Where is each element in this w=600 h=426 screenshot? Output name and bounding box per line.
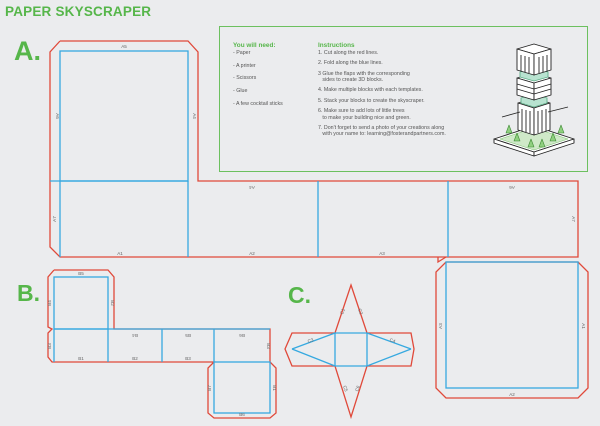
label-a7-right: A7 — [571, 216, 576, 222]
instruction-step: 1. Cut along the red lines. — [318, 50, 379, 56]
label-c6: C6 — [354, 384, 361, 393]
label-b3-mid: B3 — [266, 343, 271, 349]
label-b3: B3 — [185, 356, 191, 361]
materials-heading: You will need: — [233, 42, 276, 49]
materials-item: - A few cocktail sticks — [233, 100, 283, 107]
label-a4-top: A4 — [249, 185, 255, 190]
label-b1-side: B1 — [272, 385, 277, 391]
materials-item: - Glue — [233, 88, 248, 95]
label-b6-bottom: B6 — [239, 412, 245, 417]
label-a2-bottom: A2 — [509, 392, 515, 397]
instruction-step: 4. Make multiple blocks with each templates. — [318, 87, 423, 94]
label-b1: B1 — [78, 356, 84, 361]
label-a1-bottom: A1 — [117, 251, 123, 256]
label-b4: B4 — [132, 333, 138, 338]
label-c2: C2 — [357, 307, 364, 316]
section-a-label: A. — [14, 36, 41, 66]
section-b-label: B. — [17, 280, 40, 306]
label-c4: C4 — [388, 337, 397, 344]
label-a6-top: A6 — [509, 185, 515, 190]
materials-item: - Scissors — [233, 75, 257, 82]
instruction-step: 7. Don't forget to send a photo of your creations along with your name to: learning@fosterandpartners.com. — [318, 124, 446, 138]
label-b5: B5 — [185, 333, 191, 338]
label-b6: B6 — [239, 333, 245, 338]
label-b5-top: B5 — [78, 271, 84, 276]
label-b4-side: B4 — [47, 300, 52, 306]
template-a-labels — [52, 44, 586, 397]
template-c — [285, 285, 414, 417]
page-title: PAPER SKYSCRAPER — [5, 4, 152, 19]
label-c5: C5 — [342, 384, 349, 393]
label-a7-left: A7 — [52, 216, 57, 222]
label-b7: B7 — [207, 385, 212, 391]
instruction-step: 5. Stack your blocks to create the skyscraper. — [318, 97, 425, 104]
label-c1: C1 — [339, 307, 346, 316]
label-a5-top: A5 — [121, 44, 127, 49]
section-c-label: C. — [288, 282, 311, 308]
label-a6: A6 — [55, 113, 60, 119]
label-a3-bottom: A3 — [379, 251, 385, 256]
instruction-step: 6. Make sure to add lots of little trees to make your building nice and green. — [318, 108, 411, 121]
materials-item: - Paper — [233, 50, 251, 56]
label-a2: A2 — [249, 251, 255, 256]
label-a4-flap: A4 — [192, 113, 197, 119]
template-c-labels — [307, 307, 397, 392]
label-c3: C3 — [306, 337, 315, 344]
materials-item: - A printer — [233, 62, 256, 69]
instruction-step: 3 Glue the flaps with the corresponding sides to create 3D blocks. — [318, 70, 410, 84]
label-a1-side: A1 — [581, 323, 586, 329]
label-b3-side: B3 — [47, 343, 52, 349]
instructions-heading: Instructions — [318, 42, 355, 49]
label-b2-side: B2 — [110, 300, 115, 306]
template-b — [48, 270, 276, 418]
instruction-step: 2. Fold along the blue lines. — [318, 60, 383, 67]
template-a — [50, 41, 588, 398]
label-a3-side: A3 — [438, 323, 443, 329]
label-b2: B2 — [132, 356, 138, 361]
